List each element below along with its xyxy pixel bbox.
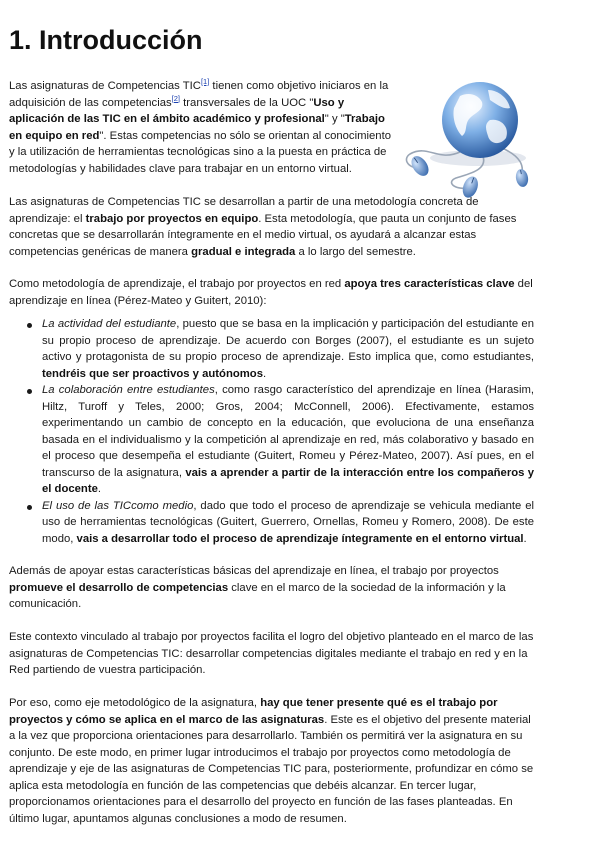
key-characteristics-list [42, 316, 534, 547]
intro-paragraph-3: Como metodología de aprendizaje, el trabajo por proyectos en red apoya tres características clave del aprendizaje en línea (Pérez-Mateo y Guitert, 2010): [9, 278, 533, 307]
intro-paragraph-1: Las asignaturas de Competencias TIC[1] tienen como objetivo iniciaros en la adquisición de las competencias[2] transversales de la UOC "Uso y aplicación de las TIC en el ámbito académico y profesional" y "Trabajo en equipo en red". Estas competencias no sólo se orientan al conocimiento y la utilización de herramientas tecnológicas sino a la puesta en práctica de metodologías y habilidades clave para trabajar en un entorno virtual. [9, 77, 392, 175]
footnote-link-2[interactable]: [2] [171, 93, 180, 103]
footnote-link-1[interactable]: [1] [200, 77, 210, 86]
bullet-icon [27, 505, 32, 510]
globe-with-mice-illustration [398, 74, 546, 198]
list-item: El uso de las TICcomo medio, dado que todo el proceso de aprendizaje se vehicula mediante el uso de herramientas tecnológicas (Guitert, Guerrero, Ornellas, Romeu y Romero, 2008). De este modo, vais a desarrollar todo el proceso de aprendizaje íntegramente en el entorno virtual. [42, 498, 534, 548]
intro-paragraph-6: Por eso, como eje metodológico de la asignatura, hay que tener presente qué es el trabajo por proyectos y cómo se aplica en el marco de las asignaturas. Este es el objetivo del presente material a la vez que proporciona orientaciones para desarrollarlo. También os permitirá ver la asignatura en su conjunto. De este modo, en primer lugar introducimos el trabajo por proyectos como metodología de aprendizaje y eje de las asignaturas de Competencias TIC para, posteriormente, profundizar en cómo se aplica esta metodología en función de las competencias que debéis alcanzar. En tercer lugar, proporcionamos orientaciones para el desarrollo del proyecto en función de las fases planteadas. En último lugar, apuntamos algunas conclusiones a modo de resumen. [9, 697, 534, 825]
list-item: La colaboración entre estudiantes, como rasgo característico del aprendizaje en línea (Harasim, Hiltz, Turoff y Teles, 2000; Gros, 2004; McConnell, 2006). Efectivamente, estamos experimentando un cambio de concepto en la educación, que evoluciona de una enseñanza basada en el individualismo y la competición al aprendizaje en red, más colaborativo y basado en el proceso que desempeña el estudiante (Guitert, Romeu y Pérez-Mateo, 2007). Así pues, en el transcurso de la asignatura, vais a aprender a partir de la interacción entre los compañeros y el docente. [42, 382, 534, 498]
page-title: 1. Introducción [9, 25, 203, 55]
intro-paragraph-5: Este contexto vinculado al trabajo por proyectos facilita el logro del objetivo planteado en el marco de las asignaturas de Competencias TIC: desarrollar competencias digitales mediante el trabajo en red y en la Red partiendo de vuestra participación. [9, 631, 534, 676]
bullet-icon [27, 323, 32, 328]
bullet-icon [27, 389, 32, 394]
intro-paragraph-2: Las asignaturas de Competencias TIC se desarrollan a partir de una metodología concreta de aprendizaje: el trabajo por proyectos en equipo. Esta metodología, que pauta un conjunto de fases concretas que se desarrollarán íntegramente en el medio virtual, os ayudará a alcanzar estas competencias genéricas de manera gradual e integrada a lo largo del semestre. [9, 196, 517, 258]
intro-paragraph-4: Además de apoyar estas características básicas del aprendizaje en línea, el trabajo por proyectos promueve el desarrollo de competencias clave en el marco de la sociedad de la información y la comunicación. [9, 565, 506, 610]
list-item: La actividad del estudiante, puesto que se basa en la implicación y participación del estudiante en su propio proceso de aprendizaje. De acuerdo con Borges (2007), el estudiante es un sujeto activo y protagonista de su propio proceso de aprendizaje. Esto implica que, como estudiantes, tendréis que ser proactivos y autónomos. [42, 316, 534, 382]
